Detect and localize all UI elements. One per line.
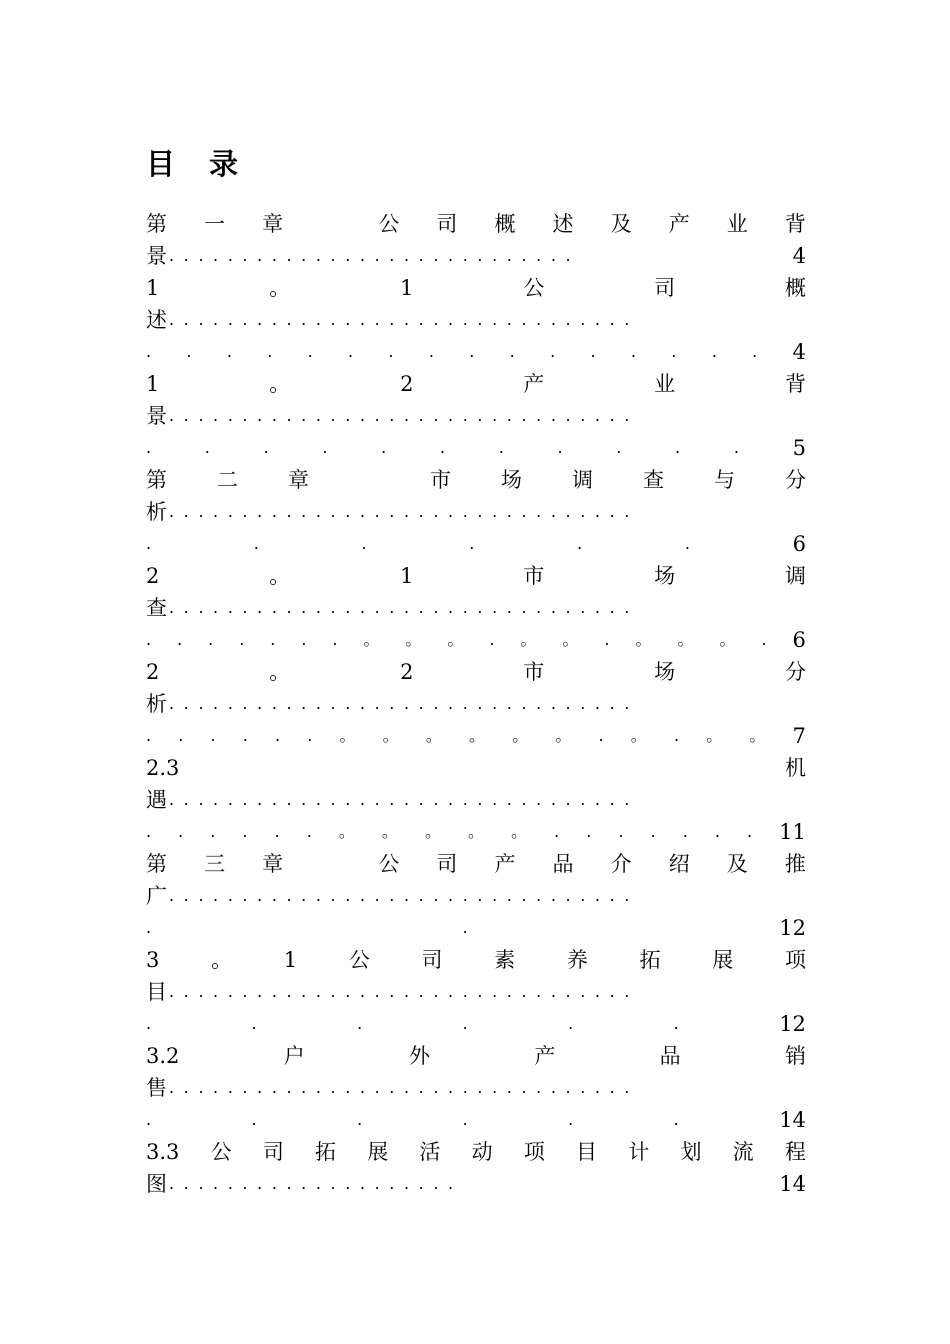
toc-entry-heading[interactable] [146, 272, 806, 304]
toc-heading-char: 绍 [668, 852, 690, 876]
toc-leader-mark: . [242, 822, 248, 841]
toc-leader-char: 述 [146, 308, 167, 332]
toc-heading-char: 章 [288, 468, 309, 492]
toc-leader-mark: 。 [562, 630, 579, 649]
toc-leader-mark: 。 [749, 726, 766, 745]
toc-heading-char: 司 [421, 948, 443, 972]
toc-leader-mark: . [146, 726, 152, 745]
toc-leader-mark: . [673, 726, 680, 745]
toc-leader-mark: . [322, 438, 328, 457]
toc-entry-continuation [146, 624, 806, 656]
toc-leader-char: 售 [146, 1076, 167, 1100]
toc-leader-mark: . [348, 342, 354, 361]
toc-leader-mark: 。 [468, 822, 485, 841]
toc-heading-char: 1 [146, 276, 160, 300]
toc-heading-char: 。 [211, 948, 233, 972]
toc-entry-continuation [146, 816, 806, 848]
toc-leader-mark: 。 [719, 630, 736, 649]
toc-heading-char: 3.3 [146, 1140, 180, 1164]
toc-leader-mark: 。 [630, 726, 647, 745]
toc-leader-mark: 。 [424, 822, 441, 841]
toc-heading-char: 分 [785, 468, 806, 492]
toc-dot-leader: ................................ [169, 694, 639, 713]
toc-entry-heading[interactable] [146, 656, 806, 688]
toc-leader-mark: . [146, 822, 152, 841]
toc-leader-mark: 。 [635, 630, 652, 649]
toc-leader-mark: . [186, 342, 192, 361]
toc-heading-char: 产 [494, 852, 516, 876]
toc-entry-continuation [146, 1104, 806, 1136]
toc-leader-mark: . [714, 822, 720, 841]
toc-heading-char: 拓 [639, 948, 661, 972]
toc-leader-mark: . [307, 726, 313, 745]
toc-leader-mark: . [557, 438, 563, 457]
toc-heading-char: 背 [784, 372, 806, 396]
toc-entry-heading[interactable] [146, 1040, 806, 1072]
toc-heading-char: 1 [146, 372, 160, 396]
toc-leader-mark: . [568, 1014, 574, 1033]
toc-dot-leader: ................................ [169, 886, 639, 905]
toc-heading-char: 述 [552, 212, 574, 236]
toc-heading-char: 推 [784, 852, 806, 876]
toc-leader-mark: . [590, 342, 596, 361]
toc-leader-char: 目 [146, 980, 167, 1004]
toc-leader-mark: . [673, 1014, 679, 1033]
toc-entry-continuation [146, 432, 806, 464]
toc-leader-mark: . [489, 630, 495, 649]
toc-entry-leader [146, 880, 806, 912]
toc-leader-mark: . [462, 918, 468, 937]
toc-heading-char: 场 [501, 468, 522, 492]
toc-entry-continuation [146, 912, 806, 944]
toc-leader-mark: . [263, 438, 269, 457]
toc-heading-char: 调 [572, 468, 593, 492]
toc-leader-mark: 。 [363, 630, 380, 649]
toc-entry-heading[interactable] [146, 1136, 806, 1168]
toc-leader-mark: . [274, 822, 280, 841]
toc-heading-char: 2 [400, 372, 414, 396]
toc-entry-leader [146, 400, 806, 432]
toc-dot-leader: ............................ [169, 246, 581, 265]
toc-leader-mark: . [498, 438, 504, 457]
toc-heading-char: 活 [419, 1140, 441, 1164]
toc-leader-mark: 。 [469, 726, 486, 745]
toc-leader-mark: 。 [381, 822, 398, 841]
toc-heading-char: 章 [262, 852, 284, 876]
toc-heading-char: 。 [269, 372, 291, 396]
page-title: 目录 [146, 147, 273, 181]
toc-heading-char: 1 [400, 564, 414, 588]
toc-leader-mark: . [618, 822, 624, 841]
toc-leader-mark: 。 [511, 822, 528, 841]
toc-leader-mark: 。 [706, 726, 723, 745]
toc-heading-char: 1 [400, 276, 414, 300]
toc-heading-char: 2 [146, 660, 160, 684]
toc-heading-char: 品 [552, 852, 574, 876]
toc-heading-char: 展 [712, 948, 734, 972]
toc-heading-char: 程 [784, 1140, 806, 1164]
toc-dot-leader: ................................ [169, 1078, 639, 1097]
toc-heading-char: 拓 [315, 1140, 337, 1164]
toc-leader-mark: . [210, 726, 216, 745]
toc-leader-mark: . [469, 342, 475, 361]
toc-leader-mark: . [439, 438, 445, 457]
toc-leader-mark: . [752, 342, 758, 361]
toc-leader-mark: 。 [447, 630, 464, 649]
toc-dot-leader: ................................ [169, 598, 639, 617]
toc-page-number: 7 [792, 724, 806, 748]
toc-heading-char: 场 [654, 660, 676, 684]
toc-heading-char: 产 [534, 1044, 556, 1068]
toc-leader-mark: 。 [425, 726, 442, 745]
toc-leader-mark: . [682, 822, 688, 841]
toc-heading-char: 第 [146, 852, 167, 876]
toc-heading-char: 销 [784, 1044, 806, 1068]
toc-heading-char: 公 [210, 1140, 232, 1164]
toc-heading-char: 调 [784, 564, 806, 588]
toc-entry-leader [146, 1072, 806, 1104]
toc-entry-continuation [146, 1008, 806, 1040]
toc-leader-mark: . [270, 630, 276, 649]
toc-dot-leader: ................................ [169, 502, 639, 521]
toc-leader-mark: . [210, 822, 216, 841]
toc-leader-char: 广 [146, 884, 167, 908]
toc-leader-mark: . [177, 630, 183, 649]
toc-leader-mark: . [146, 918, 152, 937]
toc-heading-char: 产 [668, 212, 690, 236]
toc-page-number: 14 [779, 1172, 806, 1196]
toc-heading-char: 项 [523, 1140, 545, 1164]
toc-leader-mark: . [208, 630, 214, 649]
toc-entry-heading[interactable] [146, 368, 806, 400]
toc-leader-mark: . [332, 630, 338, 649]
toc-heading-char: 机 [785, 756, 806, 780]
toc-heading-char: 查 [643, 468, 664, 492]
toc-leader-mark: . [306, 822, 312, 841]
toc-heading-char: 公 [523, 276, 545, 300]
toc-heading-char: 展 [367, 1140, 389, 1164]
toc-leader-char: 析 [146, 500, 167, 524]
toc-leader-mark: . [307, 342, 313, 361]
toc-leader-mark: 。 [405, 630, 422, 649]
toc-entry-heading[interactable] [146, 848, 806, 880]
toc-leader-char: 景 [146, 404, 167, 428]
toc-leader-mark: . [604, 630, 610, 649]
toc-page-number: 4 [792, 340, 806, 364]
toc-heading-char: 2 [400, 660, 414, 684]
toc-leader-mark: . [357, 1014, 363, 1033]
toc-heading-char: 司 [436, 852, 458, 876]
toc-heading-char: 与 [714, 468, 735, 492]
toc-page-number: 5 [792, 436, 806, 460]
toc-entry-leader [146, 304, 806, 336]
toc-heading-char: 市 [523, 660, 545, 684]
toc-heading-char: 分 [784, 660, 806, 684]
toc-leader-mark: . [428, 342, 434, 361]
toc-heading-char: 业 [654, 372, 676, 396]
toc-entry-continuation [146, 720, 806, 752]
toc-leader-mark: . [550, 342, 556, 361]
toc-leader-mark: . [251, 1014, 257, 1033]
toc-leader-mark: . [146, 534, 152, 553]
toc-heading-char: 。 [269, 564, 291, 588]
toc-heading-char: 养 [566, 948, 588, 972]
toc-heading-char: 2.3 [146, 756, 180, 780]
toc-heading-char: 公 [348, 948, 370, 972]
toc-heading-char: 第 [146, 468, 167, 492]
toc-page-number: 4 [792, 244, 806, 268]
toc-page-number: 11 [779, 820, 806, 844]
toc-leader-mark: . [239, 630, 245, 649]
toc-leader-mark: . [673, 1110, 679, 1129]
toc-leader-mark: . [586, 822, 592, 841]
toc-entry-continuation [146, 528, 806, 560]
toc-leader-mark: . [226, 342, 232, 361]
toc-entry-leader [146, 784, 806, 816]
toc-leader-mark: . [671, 342, 677, 361]
toc-dot-leader: ................................ [169, 790, 639, 809]
toc-leader-mark: 。 [512, 726, 529, 745]
toc-leader-mark: . [275, 726, 281, 745]
toc-leader-mark: . [598, 726, 604, 745]
toc-heading-char: 3.2 [146, 1044, 180, 1068]
toc-heading-char: 第 [146, 212, 167, 236]
toc-dot-leader: ................................ [169, 406, 639, 425]
toc-leader-char: 遇 [146, 788, 167, 812]
toc-heading-char: 公 [378, 852, 400, 876]
toc-entry-heading[interactable] [146, 944, 806, 976]
toc-leader-mark: . [146, 438, 152, 457]
toc-heading-char: 目 [576, 1140, 598, 1164]
toc-leader-mark: . [711, 342, 717, 361]
toc-entry-leader [146, 240, 806, 272]
toc-heading-char: 动 [471, 1140, 493, 1164]
toc-heading-char: 2 [146, 564, 160, 588]
toc-heading-char: 概 [494, 212, 516, 236]
toc-heading-char: 。 [269, 660, 291, 684]
toc-heading-char: 市 [430, 468, 451, 492]
toc-heading-char: 划 [680, 1140, 702, 1164]
toc-leader-mark: 。 [677, 630, 694, 649]
toc-leader-mark: . [178, 822, 184, 841]
toc-leader-mark: . [577, 534, 583, 553]
toc-heading-char: 一 [204, 212, 226, 236]
toc-entry-heading[interactable] [146, 464, 806, 496]
toc-leader-mark: . [462, 1110, 468, 1129]
table-of-contents [146, 208, 806, 1200]
toc-heading-char: 司 [654, 276, 676, 300]
toc-entry-leader [146, 688, 806, 720]
toc-heading-char: 章 [262, 212, 284, 236]
toc-leader-char: 图 [146, 1172, 167, 1196]
toc-leader-mark: . [253, 534, 259, 553]
toc-heading-char: 3 [146, 948, 160, 972]
toc-heading-char: 市 [523, 564, 545, 588]
toc-leader-mark: . [469, 534, 475, 553]
toc-leader-mark: . [178, 726, 184, 745]
toc-leader-mark: . [146, 630, 152, 649]
toc-leader-mark: . [684, 534, 690, 553]
toc-leader-mark: . [146, 1014, 152, 1033]
toc-leader-mark: . [554, 822, 560, 841]
toc-heading-char: 计 [628, 1140, 650, 1164]
toc-leader-mark: . [146, 1110, 152, 1129]
toc-entry-leader [146, 496, 806, 528]
toc-heading-char: 品 [659, 1044, 681, 1068]
toc-leader-mark: . [616, 438, 622, 457]
toc-heading-char: 流 [732, 1140, 754, 1164]
toc-entry-leader [146, 592, 806, 624]
toc-heading-char: 及 [610, 212, 632, 236]
toc-leader-mark: . [388, 342, 394, 361]
toc-leader-mark: . [357, 1110, 363, 1129]
toc-leader-mark: . [462, 1014, 468, 1033]
toc-page-number: 14 [779, 1108, 806, 1132]
toc-dot-leader: ................................ [169, 310, 639, 329]
toc-entry-leader [146, 976, 806, 1008]
toc-leader-mark: . [251, 1110, 257, 1129]
toc-leader-mark: . [630, 342, 636, 361]
toc-leader-mark: 。 [520, 630, 537, 649]
toc-heading-char: 司 [262, 1140, 284, 1164]
toc-leader-mark: . [381, 438, 387, 457]
toc-heading-char: 二 [217, 468, 238, 492]
toc-dot-leader: .................... [169, 1174, 463, 1193]
toc-leader-char: 查 [146, 596, 167, 620]
toc-heading-char: 。 [269, 276, 291, 300]
toc-leader-mark: . [733, 438, 739, 457]
toc-leader-mark: . [650, 822, 656, 841]
toc-leader-mark: 。 [338, 822, 355, 841]
toc-dot-leader: ................................ [169, 982, 639, 1001]
toc-page-number: 12 [779, 916, 806, 940]
toc-leader-mark: . [568, 1110, 574, 1129]
toc-heading-char: 三 [204, 852, 226, 876]
toc-leader-mark: . [747, 822, 753, 841]
toc-entry-heading[interactable] [146, 208, 806, 240]
toc-heading-char: 1 [283, 948, 298, 972]
toc-leader-char: 景 [146, 244, 167, 268]
toc-heading-char: 业 [726, 212, 748, 236]
toc-leader-mark: . [242, 726, 248, 745]
toc-heading-char: 户 [283, 1044, 305, 1068]
toc-leader-mark: . [675, 438, 681, 457]
toc-leader-mark: 。 [382, 726, 399, 745]
toc-heading-char: 概 [784, 276, 806, 300]
toc-page-number: 6 [792, 628, 806, 652]
toc-entry-leader [146, 1168, 806, 1200]
toc-heading-char: 介 [610, 852, 632, 876]
toc-leader-mark: . [361, 534, 367, 553]
toc-entry-continuation [146, 336, 806, 368]
toc-leader-mark: 。 [339, 726, 356, 745]
toc-heading-char: 公 [378, 212, 400, 236]
toc-leader-mark: . [146, 342, 152, 361]
toc-heading-char: 背 [784, 212, 806, 236]
toc-heading-char: 素 [494, 948, 516, 972]
toc-heading-char: 场 [654, 564, 676, 588]
toc-entry-heading[interactable] [146, 560, 806, 592]
toc-heading-char: 产 [523, 372, 545, 396]
toc-heading-char: 司 [436, 212, 458, 236]
toc-leader-mark: . [267, 342, 273, 361]
toc-entry-heading[interactable] [146, 752, 806, 784]
toc-leader-mark: 。 [555, 726, 572, 745]
toc-leader-mark: . [509, 342, 515, 361]
toc-leader-mark: . [761, 630, 767, 649]
toc-heading-char: 项 [784, 948, 806, 972]
toc-heading-char: 及 [726, 852, 748, 876]
toc-heading-char: 外 [409, 1044, 431, 1068]
toc-leader-mark: . [301, 630, 307, 649]
toc-page-number: 6 [792, 532, 806, 556]
toc-leader-char: 析 [146, 692, 167, 716]
toc-leader-mark: . [204, 438, 210, 457]
toc-page-number: 12 [779, 1012, 806, 1036]
